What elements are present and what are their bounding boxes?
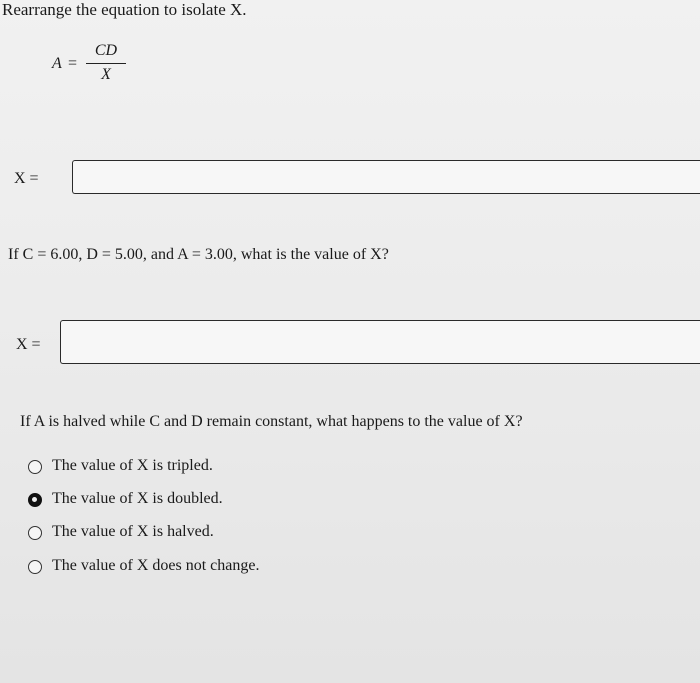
question2-answer-input[interactable] — [60, 320, 700, 364]
option-label: The value of X is tripled. — [52, 457, 213, 474]
equation-equals: = — [68, 55, 78, 72]
fraction-bar — [86, 63, 126, 64]
question1-answer-input[interactable] — [72, 160, 700, 194]
question2-prompt: If C = 6.00, D = 5.00, and A = 3.00, what is the value of X? — [8, 246, 389, 263]
question3-prompt: If A is halved while C and D remain constant, what happens to the value of X? — [20, 413, 523, 430]
equation-fraction — [86, 42, 126, 84]
radio-button-selected[interactable] — [28, 493, 42, 507]
question1-answer-label: X = — [14, 170, 39, 187]
question2-answer-label: X = — [16, 336, 41, 353]
option-label: The value of X is doubled. — [52, 490, 223, 507]
question1-prompt: Rearrange the equation to isolate X. — [2, 0, 247, 19]
radio-button[interactable] — [28, 460, 42, 474]
radio-button[interactable] — [28, 560, 42, 574]
radio-button[interactable] — [28, 526, 42, 540]
fraction-numerator: CD — [94, 42, 118, 59]
option-label: The value of X is halved. — [52, 523, 214, 540]
option-label: The value of X does not change. — [52, 557, 260, 574]
equation-lhs: A — [52, 55, 62, 72]
fraction-denominator: X — [101, 66, 111, 83]
